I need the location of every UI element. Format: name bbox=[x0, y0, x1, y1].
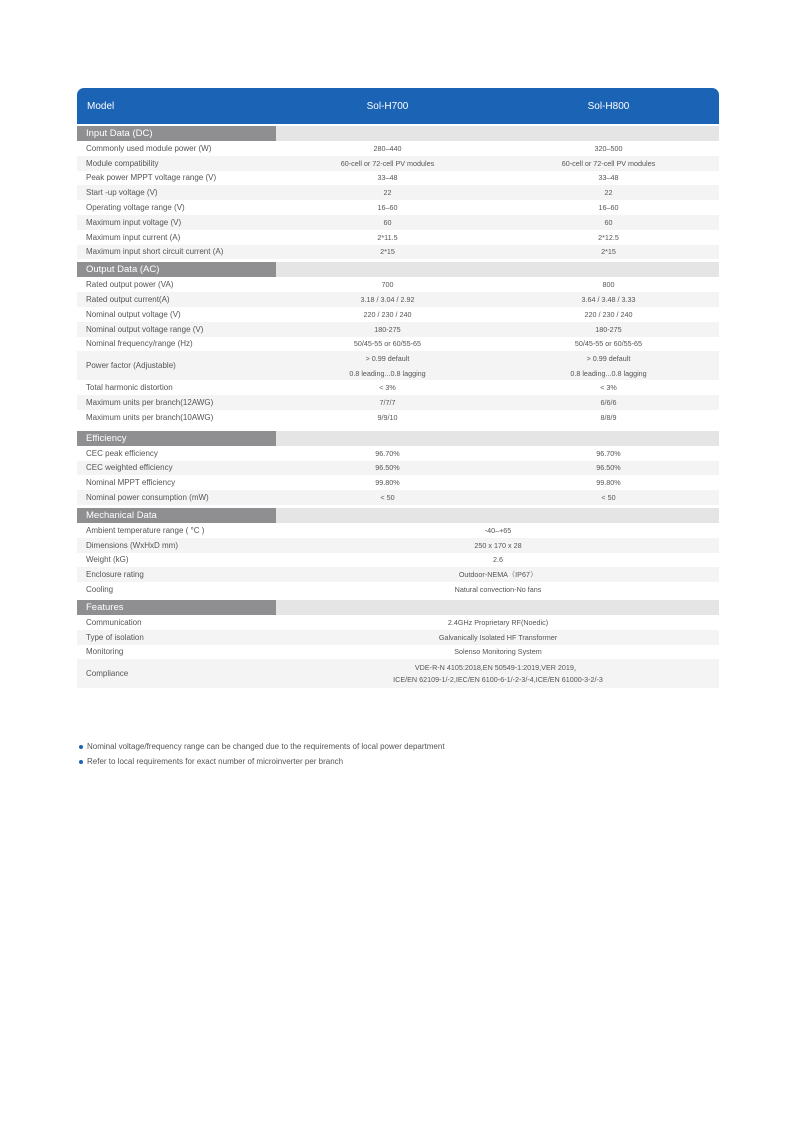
section-mechanical-data bbox=[77, 508, 719, 523]
table-row bbox=[77, 185, 719, 200]
row-label: Power factor (Adjustable) bbox=[86, 361, 176, 371]
value-h800: < 50 bbox=[601, 493, 616, 503]
table-row bbox=[77, 322, 719, 337]
header-sol-h800: Sol-H800 bbox=[587, 100, 630, 112]
value-shared: Outdoor-NEMA（IP67） bbox=[458, 569, 538, 579]
table-row bbox=[77, 615, 719, 630]
value-h700: 60 bbox=[383, 217, 392, 227]
value-line: > 0.99 default bbox=[586, 353, 631, 363]
value-h800: 33–48 bbox=[598, 173, 619, 183]
value-h700: 700 bbox=[381, 280, 394, 290]
value-h800: 16–60 bbox=[598, 203, 619, 213]
section-features bbox=[77, 600, 719, 615]
value-shared: 2.6 bbox=[493, 555, 503, 565]
table-row bbox=[77, 380, 719, 395]
row-label: Nominal power consumption (mW) bbox=[86, 493, 209, 503]
value-h800: 99.80% bbox=[596, 478, 621, 488]
value-h800: 3.64 / 3.48 / 3.33 bbox=[581, 295, 636, 305]
value-h700 bbox=[277, 354, 498, 378]
row-label: Nominal frequency/range (Hz) bbox=[86, 339, 193, 349]
value-shared: 2.4GHz Proprietary RF(Noedic) bbox=[447, 617, 549, 627]
table-row bbox=[77, 582, 719, 597]
table-row bbox=[77, 523, 719, 538]
table-row bbox=[77, 230, 719, 245]
row-label: Maximum units per branch(12AWG) bbox=[86, 398, 214, 408]
bullet-icon bbox=[79, 760, 83, 764]
value-line: 0.8 leading...0.8 lagging bbox=[570, 368, 647, 378]
table-row bbox=[77, 567, 719, 582]
table-row bbox=[77, 141, 719, 156]
value-line: VDE-R-N 4105:2018,EN 50549-1:2019,VER 2019， bbox=[414, 663, 582, 673]
row-label: Start -up voltage (V) bbox=[86, 188, 158, 198]
row-label: Nominal output voltage range (V) bbox=[86, 324, 204, 334]
value-h800: 320–500 bbox=[594, 143, 623, 153]
table-row bbox=[77, 630, 719, 645]
value-h800: 2*12.5 bbox=[598, 232, 619, 242]
value-shared: Galvanically Isolated HF Transformer bbox=[438, 632, 558, 642]
table-row bbox=[77, 475, 719, 490]
row-label: Ambient temperature range ( °C ) bbox=[86, 525, 205, 535]
section-title: Features bbox=[77, 600, 276, 615]
value-h800: 60-cell or 72-cell PV modules bbox=[561, 158, 656, 168]
row-label: Communication bbox=[86, 617, 142, 627]
section-efficiency bbox=[77, 431, 719, 446]
row-label: Rated output power (VA) bbox=[86, 280, 174, 290]
table-row bbox=[77, 410, 719, 425]
section-title: Mechanical Data bbox=[77, 508, 276, 523]
list-item bbox=[79, 754, 445, 769]
row-label: CEC weighted efficiency bbox=[86, 463, 173, 473]
spec-sheet bbox=[77, 88, 719, 688]
value-h800: 8/8/9 bbox=[600, 412, 617, 422]
row-label: Dimensions (WxHxD mm) bbox=[86, 540, 178, 550]
value-h700: 7/7/7 bbox=[379, 398, 396, 408]
row-label: Monitoring bbox=[86, 647, 124, 657]
value-h700: 33–48 bbox=[377, 173, 398, 183]
value-shared: Solenso Monitoring System bbox=[454, 647, 542, 657]
table-row bbox=[77, 490, 719, 505]
value-h800: 96.70% bbox=[596, 448, 621, 458]
value-h800: 2*15 bbox=[601, 247, 616, 257]
note-text: Refer to local requirements for exact number of microinverter per branch bbox=[87, 757, 344, 766]
value-shared: 250 x 170 x 28 bbox=[474, 540, 522, 550]
value-h700: 50/45-55 or 60/55-65 bbox=[353, 339, 422, 349]
row-label: Weight (kG) bbox=[86, 555, 129, 565]
row-label: Peak power MPPT voltage range (V) bbox=[86, 173, 217, 183]
value-h800: 180-275 bbox=[595, 324, 622, 334]
value-h800: 800 bbox=[602, 280, 615, 290]
row-label: Maximum input current (A) bbox=[86, 232, 181, 242]
value-h700: 96.70% bbox=[375, 448, 400, 458]
row-label: Commonly used module power (W) bbox=[86, 143, 212, 153]
value-h700: 280–440 bbox=[373, 143, 402, 153]
value-h700: 16–60 bbox=[377, 203, 398, 213]
value-h700: 9/9/10 bbox=[377, 412, 398, 422]
value-h700: 220 / 230 / 240 bbox=[363, 309, 412, 319]
value-line: > 0.99 default bbox=[365, 353, 410, 363]
value-shared bbox=[277, 663, 719, 684]
row-label: Nominal MPPT efficiency bbox=[86, 478, 176, 488]
value-h800: 6/6/6 bbox=[600, 398, 617, 408]
row-label: Cooling bbox=[86, 585, 114, 595]
value-shared: -40–+65 bbox=[484, 525, 512, 535]
value-line: 0.8 leading...0.8 lagging bbox=[349, 368, 426, 378]
row-label: CEC peak efficiency bbox=[86, 448, 158, 458]
value-h700: 22 bbox=[383, 188, 392, 198]
section-title: Output Data (AC) bbox=[77, 262, 276, 277]
row-label: Operating voltage range (V) bbox=[86, 203, 185, 213]
section-input-data bbox=[77, 126, 719, 141]
table-row bbox=[77, 553, 719, 568]
table-row bbox=[77, 538, 719, 553]
value-h800: 96.50% bbox=[596, 463, 621, 473]
row-label: Maximum units per branch(10AWG) bbox=[86, 412, 214, 422]
table-row bbox=[77, 395, 719, 410]
table-row bbox=[77, 351, 719, 380]
value-h800: 60 bbox=[604, 217, 613, 227]
value-h700: 96.50% bbox=[375, 463, 400, 473]
value-h700: 2*11.5 bbox=[377, 232, 398, 242]
list-item bbox=[79, 739, 445, 754]
value-shared: Natural convection-No fans bbox=[454, 585, 542, 595]
section-output-data bbox=[77, 262, 719, 277]
value-h700: < 50 bbox=[380, 493, 395, 503]
row-label: Module compatibility bbox=[86, 158, 159, 168]
table-row bbox=[77, 307, 719, 322]
table-header bbox=[77, 88, 719, 124]
table-row bbox=[77, 215, 719, 230]
bullet-icon bbox=[79, 745, 83, 749]
table-row bbox=[77, 292, 719, 307]
table-row bbox=[77, 461, 719, 476]
header-model: Model bbox=[87, 100, 115, 112]
row-label: Enclosure rating bbox=[86, 570, 144, 580]
table-row bbox=[77, 446, 719, 461]
value-h700: 60-cell or 72-cell PV modules bbox=[340, 158, 435, 168]
table-row bbox=[77, 156, 719, 171]
section-title: Efficiency bbox=[77, 431, 276, 446]
footnotes bbox=[79, 739, 445, 769]
value-h800: 50/45-55 or 60/55-65 bbox=[574, 339, 643, 349]
row-label: Nominal output voltage (V) bbox=[86, 309, 181, 319]
note-text: Nominal voltage/frequency range can be changed due to the requirements of local power department bbox=[87, 742, 445, 751]
value-h800 bbox=[498, 354, 719, 378]
row-label: Type of isolation bbox=[86, 632, 144, 642]
value-line: ICE/EN 62109-1/-2,IEC/EN 6100-6-1/-2-3/-4,ICE/EN 61000-3-2/-3 bbox=[393, 675, 603, 685]
table-row bbox=[77, 645, 719, 660]
value-h700: 3.18 / 3.04 / 2.92 bbox=[360, 295, 415, 305]
table-row bbox=[77, 245, 719, 260]
value-h700: 99.80% bbox=[375, 478, 400, 488]
row-label: Maximum input voltage (V) bbox=[86, 217, 182, 227]
value-h700: 2*15 bbox=[380, 247, 395, 257]
value-h800: < 3% bbox=[600, 383, 617, 393]
table-row bbox=[77, 200, 719, 215]
value-h800: 220 / 230 / 240 bbox=[584, 309, 633, 319]
value-h700: < 3% bbox=[379, 383, 396, 393]
table-row bbox=[77, 171, 719, 186]
row-label: Compliance bbox=[86, 669, 129, 679]
table-row bbox=[77, 337, 719, 352]
section-title: Input Data (DC) bbox=[77, 126, 276, 141]
value-h700: 180-275 bbox=[374, 324, 401, 334]
table-row bbox=[77, 277, 719, 292]
row-label: Maximum input short circuit current (A) bbox=[86, 247, 224, 257]
row-label: Total harmonic distortion bbox=[86, 383, 173, 393]
row-label: Rated output current(A) bbox=[86, 295, 170, 305]
table-row bbox=[77, 659, 719, 688]
header-sol-h700: Sol-H700 bbox=[366, 100, 409, 112]
value-h800: 22 bbox=[604, 188, 613, 198]
